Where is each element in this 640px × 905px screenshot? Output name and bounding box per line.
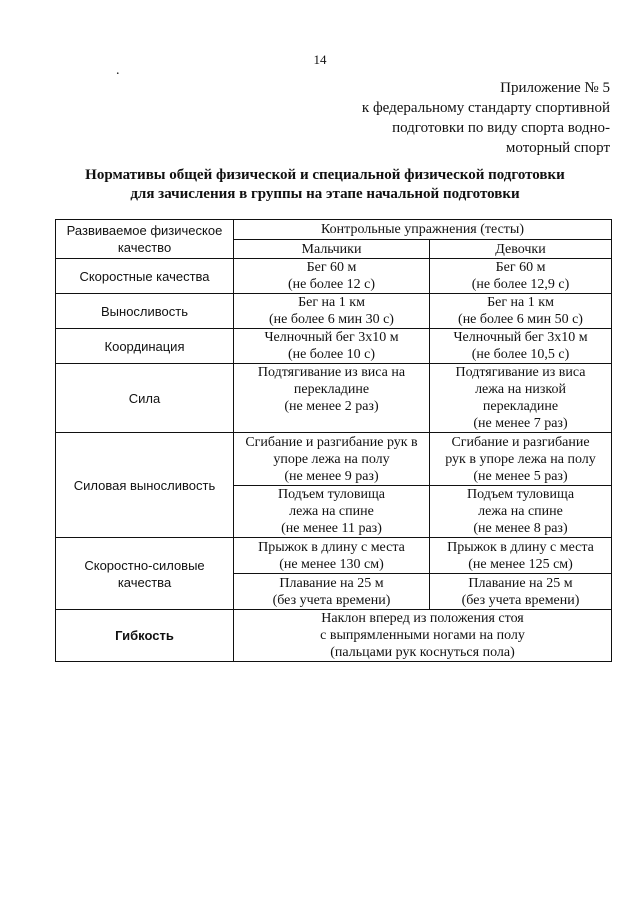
table-row bbox=[56, 294, 612, 329]
girls-norm-cell: Сгибание и разгибание рук в упоре лежа на полу (не менее 5 раз) bbox=[430, 433, 612, 486]
girls-norm-cell: Бег 60 м (не более 12,9 с) bbox=[430, 259, 612, 294]
table-row bbox=[56, 364, 612, 433]
document-title bbox=[40, 166, 610, 204]
header-quality: Развиваемое физическое качество bbox=[56, 220, 234, 259]
boys-norm-cell: Бег на 1 км (не более 6 мин 30 с) bbox=[234, 294, 430, 329]
header-girls: Девочки bbox=[430, 240, 612, 259]
table-row bbox=[56, 538, 612, 574]
quality-cell: Скоростные качества bbox=[56, 259, 234, 294]
page-number: 14 bbox=[313, 52, 327, 67]
stray-mark: . bbox=[116, 63, 120, 78]
title-line: для зачисления в группы на этапе начальной подготовки bbox=[130, 186, 520, 202]
girls-norm-cell: Челночный бег 3х10 м (не более 10,5 с) bbox=[430, 329, 612, 364]
table-row bbox=[56, 610, 612, 662]
boys-norm-cell: Подъем туловища лежа на спине (не менее 11 раз) bbox=[234, 486, 430, 538]
quality-cell: Гибкость bbox=[56, 610, 234, 662]
appendix-note bbox=[310, 78, 610, 158]
girls-norm-cell: Подъем туловища лежа на спине (не менее 8 раз) bbox=[430, 486, 612, 538]
table-row bbox=[56, 329, 612, 364]
quality-cell: Силовая выносливость bbox=[56, 433, 234, 538]
appendix-line: Приложение № 5 bbox=[500, 80, 610, 96]
boys-norm-cell: Челночный бег 3х10 м (не более 10 с) bbox=[234, 329, 430, 364]
quality-cell: Скоростно-силовые качества bbox=[56, 538, 234, 610]
quality-cell: Сила bbox=[56, 364, 234, 433]
boys-norm-cell: Сгибание и разгибание рук в упоре лежа на полу (не менее 9 раз) bbox=[234, 433, 430, 486]
quality-cell: Координация bbox=[56, 329, 234, 364]
appendix-line: к федеральному стандарту спортивной bbox=[361, 100, 610, 116]
appendix-line: подготовки по виду спорта водно- bbox=[392, 120, 610, 136]
title-line: Нормативы общей физической и специальной физической подготовки bbox=[85, 167, 565, 183]
combined-norm-cell: Наклон вперед из положения стоя с выпрямленными ногами на полу (пальцами рук коснуться пола) bbox=[234, 610, 612, 662]
boys-norm-cell: Бег 60 м (не более 12 с) bbox=[234, 259, 430, 294]
boys-norm-cell: Плавание на 25 м (без учета времени) bbox=[234, 574, 430, 610]
header-tests: Контрольные упражнения (тесты) bbox=[234, 220, 612, 240]
girls-norm-cell: Прыжок в длину с места (не менее 125 см) bbox=[430, 538, 612, 574]
table-row bbox=[56, 433, 612, 486]
table-header-row bbox=[56, 220, 612, 240]
norms-table bbox=[55, 219, 612, 662]
girls-norm-cell: Подтягивание из виса лежа на низкой перекладине (не менее 7 раз) bbox=[430, 364, 612, 433]
quality-cell: Выносливость bbox=[56, 294, 234, 329]
boys-norm-cell: Подтягивание из виса на перекладине (не менее 2 раз) bbox=[234, 364, 430, 433]
table-row bbox=[56, 259, 612, 294]
header-boys: Мальчики bbox=[234, 240, 430, 259]
girls-norm-cell: Бег на 1 км (не более 6 мин 50 с) bbox=[430, 294, 612, 329]
appendix-line: моторный спорт bbox=[505, 140, 610, 156]
boys-norm-cell: Прыжок в длину с места (не менее 130 см) bbox=[234, 538, 430, 574]
girls-norm-cell: Плавание на 25 м (без учета времени) bbox=[430, 574, 612, 610]
